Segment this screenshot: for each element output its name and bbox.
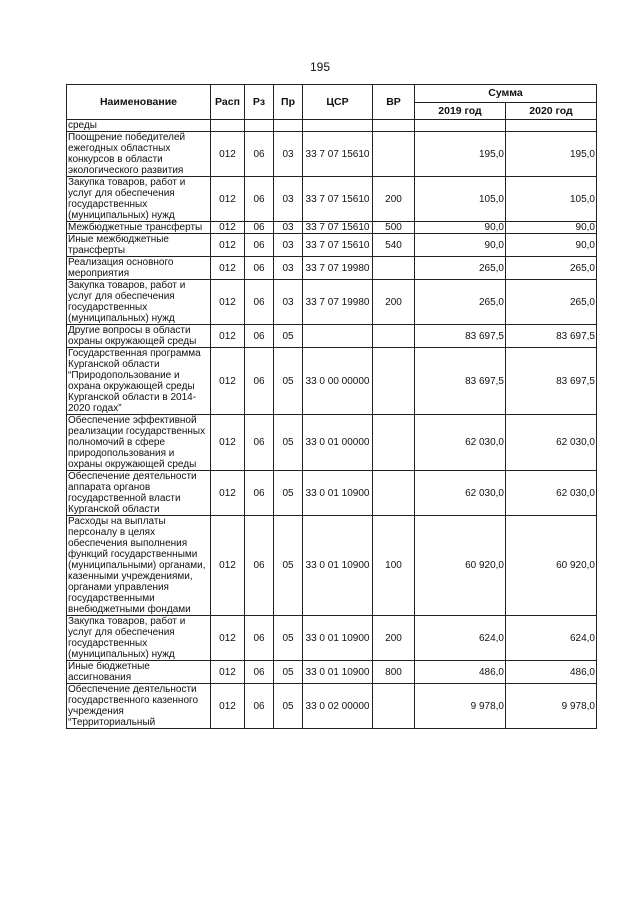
row-rz: 06 — [245, 132, 274, 177]
table-header — [67, 85, 597, 120]
row-sum-2020: 90,0 — [506, 222, 597, 234]
row-name: Межбюджетные трансферты — [67, 222, 211, 234]
page-number: 195 — [309, 60, 331, 74]
row-rz: 06 — [245, 348, 274, 415]
header-year-2019: 2019 год — [415, 102, 506, 120]
table-row — [67, 120, 597, 132]
row-vr: 100 — [373, 516, 415, 616]
row-csr: 33 7 07 15610 — [303, 132, 373, 177]
row-csr: 33 0 01 10900 — [303, 661, 373, 684]
row-pr — [274, 120, 303, 132]
row-pr: 05 — [274, 325, 303, 348]
row-rz: 06 — [245, 616, 274, 661]
header-vr: ВР — [373, 85, 415, 120]
table-row — [67, 616, 597, 661]
row-pr: 03 — [274, 280, 303, 325]
row-name: Иные межбюджетные трансферты — [67, 234, 211, 257]
row-csr: 33 0 02 00000 — [303, 684, 373, 729]
header-name: Наименование — [67, 85, 211, 120]
row-sum-2020: 83 697,5 — [506, 325, 597, 348]
row-rz: 06 — [245, 325, 274, 348]
row-vr: 500 — [373, 222, 415, 234]
row-rz — [245, 120, 274, 132]
row-vr — [373, 415, 415, 471]
row-rasp: 012 — [211, 661, 245, 684]
row-vr: 200 — [373, 616, 415, 661]
table-row — [67, 132, 597, 177]
row-rasp: 012 — [211, 684, 245, 729]
row-name: Обеспечение деятельности аппарата органов государственной власти Курганской области — [67, 471, 211, 516]
table-row — [67, 684, 597, 729]
table-row — [67, 234, 597, 257]
row-csr: 33 0 01 10900 — [303, 471, 373, 516]
row-rasp: 012 — [211, 325, 245, 348]
row-sum-2019: 265,0 — [415, 280, 506, 325]
row-pr: 05 — [274, 348, 303, 415]
table-row — [67, 516, 597, 616]
row-sum-2019: 83 697,5 — [415, 348, 506, 415]
row-pr: 05 — [274, 616, 303, 661]
row-sum-2020: 105,0 — [506, 177, 597, 222]
row-sum-2020: 62 030,0 — [506, 415, 597, 471]
row-sum-2019: 90,0 — [415, 234, 506, 257]
header-rasp: Расп — [211, 85, 245, 120]
row-sum-2020: 60 920,0 — [506, 516, 597, 616]
table-row — [67, 280, 597, 325]
table-row — [67, 661, 597, 684]
header-pr: Пр — [274, 85, 303, 120]
row-sum-2019: 83 697,5 — [415, 325, 506, 348]
row-sum-2019 — [415, 120, 506, 132]
row-vr — [373, 348, 415, 415]
row-vr — [373, 257, 415, 280]
row-pr: 05 — [274, 661, 303, 684]
row-name: Поощрение победителей ежегодных областных конкурсов в области экологического развития — [67, 132, 211, 177]
row-name: Реализация основного мероприятия — [67, 257, 211, 280]
row-vr — [373, 120, 415, 132]
row-sum-2019: 90,0 — [415, 222, 506, 234]
table-row — [67, 257, 597, 280]
row-sum-2020: 624,0 — [506, 616, 597, 661]
table-body — [67, 120, 597, 729]
row-csr: 33 7 07 15610 — [303, 177, 373, 222]
row-rasp: 012 — [211, 516, 245, 616]
table-row — [67, 471, 597, 516]
row-sum-2019: 105,0 — [415, 177, 506, 222]
row-rz: 06 — [245, 661, 274, 684]
row-name: среды — [67, 120, 211, 132]
row-vr: 540 — [373, 234, 415, 257]
row-pr: 05 — [274, 516, 303, 616]
row-rz: 06 — [245, 257, 274, 280]
row-rasp: 012 — [211, 471, 245, 516]
row-rz: 06 — [245, 177, 274, 222]
budget-table — [66, 84, 597, 729]
row-sum-2019: 9 978,0 — [415, 684, 506, 729]
row-vr — [373, 471, 415, 516]
row-csr — [303, 120, 373, 132]
row-rasp: 012 — [211, 222, 245, 234]
row-rasp: 012 — [211, 257, 245, 280]
row-name: Иные бюджетные ассигнования — [67, 661, 211, 684]
table-row — [67, 222, 597, 234]
row-rz: 06 — [245, 415, 274, 471]
row-name: Обеспечение деятельности государственного казенного учреждения “Территориальный — [67, 684, 211, 729]
row-name: Обеспечение эффективной реализации государственных полномочий в сфере природопользования и охраны окружающей среды — [67, 415, 211, 471]
row-sum-2019: 486,0 — [415, 661, 506, 684]
row-sum-2019: 624,0 — [415, 616, 506, 661]
row-rz: 06 — [245, 471, 274, 516]
row-sum-2020: 265,0 — [506, 257, 597, 280]
row-sum-2020: 90,0 — [506, 234, 597, 257]
row-rasp: 012 — [211, 415, 245, 471]
row-sum-2019: 62 030,0 — [415, 415, 506, 471]
header-csr: ЦСР — [303, 85, 373, 120]
row-rasp: 012 — [211, 132, 245, 177]
row-sum-2019: 195,0 — [415, 132, 506, 177]
row-vr — [373, 132, 415, 177]
row-name: Другие вопросы в области охраны окружающей среды — [67, 325, 211, 348]
row-rz: 06 — [245, 234, 274, 257]
row-pr: 03 — [274, 177, 303, 222]
row-name: Закупка товаров, работ и услуг для обеспечения государственных (муниципальных) нужд — [67, 280, 211, 325]
row-name: Закупка товаров, работ и услуг для обеспечения государственных (муниципальных) нужд — [67, 177, 211, 222]
row-vr — [373, 325, 415, 348]
row-pr: 05 — [274, 415, 303, 471]
row-csr: 33 0 00 00000 — [303, 348, 373, 415]
row-sum-2019: 60 920,0 — [415, 516, 506, 616]
row-rz: 06 — [245, 516, 274, 616]
row-rasp — [211, 120, 245, 132]
row-csr: 33 7 07 19980 — [303, 280, 373, 325]
row-sum-2020: 83 697,5 — [506, 348, 597, 415]
header-year-2020: 2020 год — [506, 102, 597, 120]
header-rz: Рз — [245, 85, 274, 120]
row-rasp: 012 — [211, 280, 245, 325]
row-vr: 800 — [373, 661, 415, 684]
row-sum-2019: 62 030,0 — [415, 471, 506, 516]
row-rasp: 012 — [211, 234, 245, 257]
row-name: Закупка товаров, работ и услуг для обеспечения государственных (муниципальных) нужд — [67, 616, 211, 661]
row-pr: 05 — [274, 684, 303, 729]
row-sum-2020: 62 030,0 — [506, 471, 597, 516]
row-rasp: 012 — [211, 348, 245, 415]
table-row — [67, 177, 597, 222]
row-sum-2020: 9 978,0 — [506, 684, 597, 729]
row-sum-2020: 486,0 — [506, 661, 597, 684]
row-csr: 33 0 01 00000 — [303, 415, 373, 471]
row-sum-2020 — [506, 120, 597, 132]
row-sum-2020: 265,0 — [506, 280, 597, 325]
row-csr: 33 0 01 10900 — [303, 516, 373, 616]
row-pr: 03 — [274, 132, 303, 177]
row-name: Государственная программа Курганской области “Природопользование и охрана окружающей среды Курганской области в 2014-2020 годах” — [67, 348, 211, 415]
row-rasp: 012 — [211, 177, 245, 222]
row-csr: 33 7 07 15610 — [303, 234, 373, 257]
row-sum-2020: 195,0 — [506, 132, 597, 177]
row-pr: 05 — [274, 471, 303, 516]
row-csr: 33 7 07 15610 — [303, 222, 373, 234]
row-vr — [373, 684, 415, 729]
row-vr: 200 — [373, 177, 415, 222]
table-row — [67, 415, 597, 471]
row-name: Расходы на выплаты персоналу в целях обеспечения выполнения функций государственными (муниципальными) органами, казенными учреждениями, органами управления государственными внебюджетными фондами — [67, 516, 211, 616]
row-sum-2019: 265,0 — [415, 257, 506, 280]
row-rz: 06 — [245, 684, 274, 729]
table-row — [67, 348, 597, 415]
row-vr: 200 — [373, 280, 415, 325]
row-csr: 33 7 07 19980 — [303, 257, 373, 280]
row-rz: 06 — [245, 280, 274, 325]
row-rz: 06 — [245, 222, 274, 234]
row-pr: 03 — [274, 257, 303, 280]
row-pr: 03 — [274, 222, 303, 234]
table-row — [67, 325, 597, 348]
row-csr: 33 0 01 10900 — [303, 616, 373, 661]
header-sum: Сумма — [415, 85, 597, 103]
row-csr — [303, 325, 373, 348]
row-rasp: 012 — [211, 616, 245, 661]
row-pr: 03 — [274, 234, 303, 257]
